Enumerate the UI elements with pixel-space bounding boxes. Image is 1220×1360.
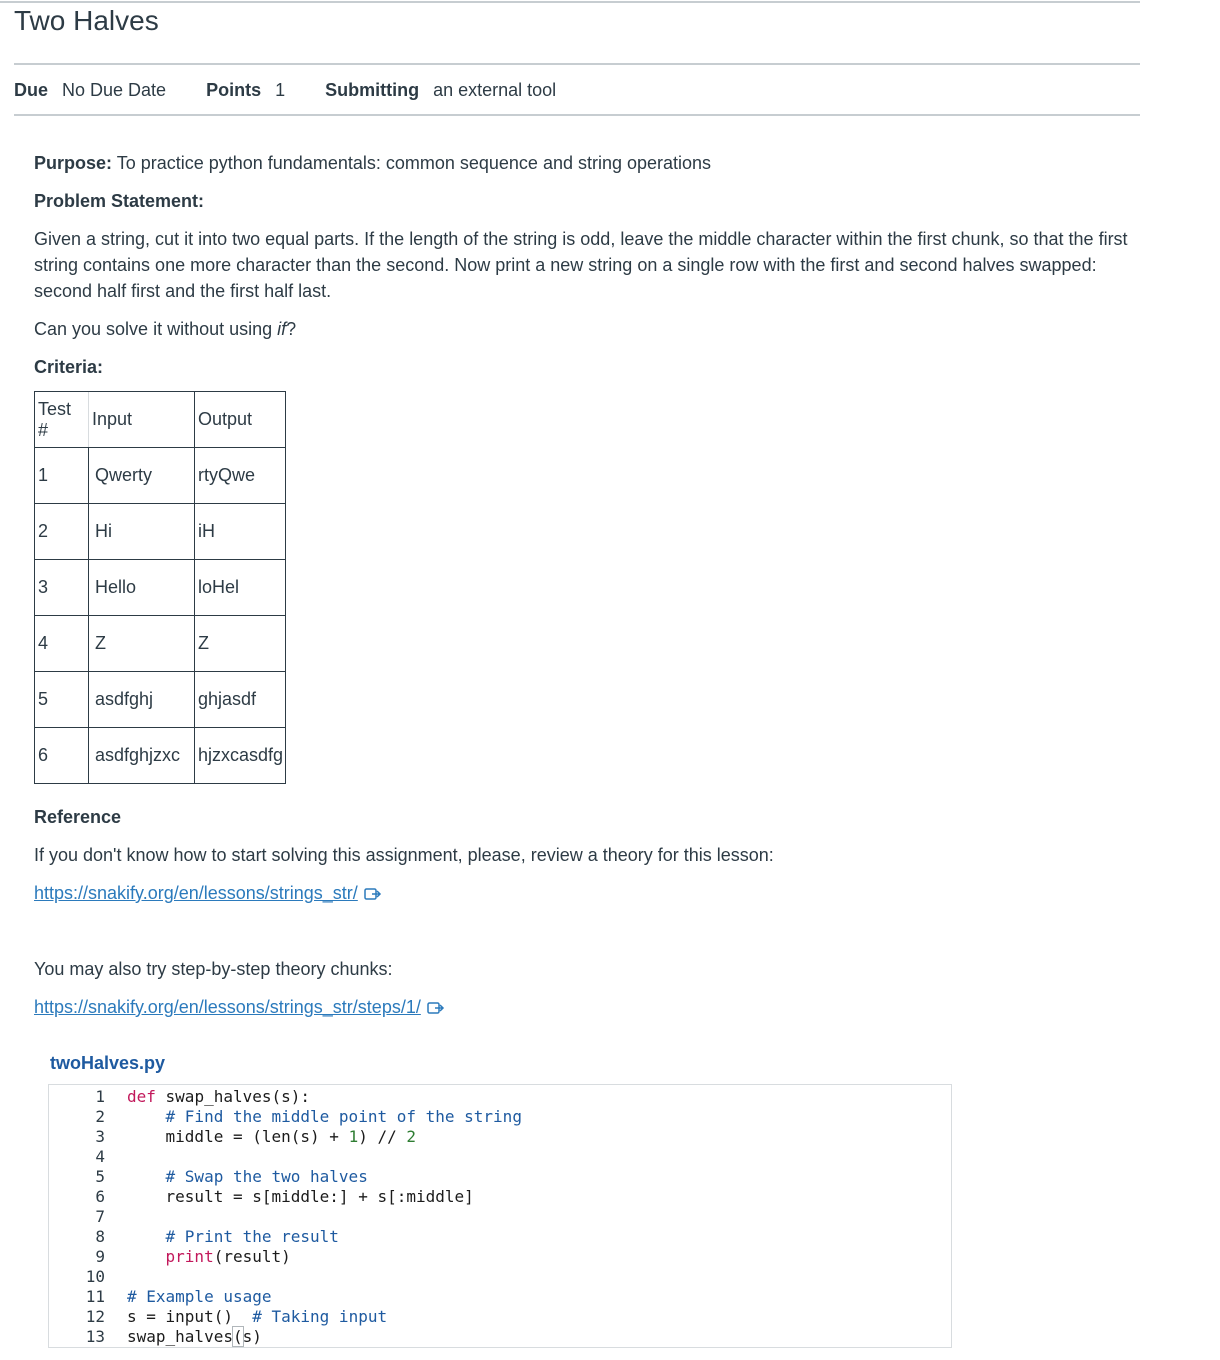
title-divider bbox=[14, 63, 1140, 65]
question-text bbox=[34, 316, 1129, 342]
submitting-value: an external tool bbox=[433, 80, 557, 100]
line-number: 9 bbox=[95, 1247, 105, 1266]
code-line bbox=[127, 1187, 522, 1207]
comment-token: # Taking input bbox=[252, 1307, 388, 1326]
external-link-icon bbox=[364, 887, 382, 901]
assignment-details bbox=[14, 78, 556, 102]
page-title: Two Halves bbox=[14, 5, 159, 36]
table-cell: asdfghj bbox=[89, 672, 195, 728]
table-cell: 6 bbox=[35, 728, 89, 784]
problem-text: Given a string, cut it into two equal parts. If the length of the string is odd, leave the middle character within the first chunk, so that the first string contains one more character than the second. Now print a new string on a single row with the first and second halves swapped: second half first and the first half last. bbox=[34, 229, 1128, 301]
line-number: 3 bbox=[95, 1127, 105, 1146]
table-row bbox=[35, 504, 286, 560]
points-label: Points bbox=[206, 80, 262, 100]
code-token: swap_halves bbox=[127, 1327, 233, 1346]
code-line bbox=[127, 1087, 522, 1107]
due-label: Due bbox=[14, 80, 49, 100]
submitting-group bbox=[325, 78, 556, 102]
purpose-label: Purpose: bbox=[34, 153, 113, 173]
code-file-name: twoHalves.py bbox=[50, 1053, 166, 1073]
line-number: 4 bbox=[95, 1147, 105, 1166]
code-content bbox=[127, 1087, 522, 1347]
bracket-match: ( bbox=[232, 1327, 243, 1346]
assignment-description bbox=[34, 150, 1129, 380]
code-token: ) bbox=[252, 1327, 262, 1346]
table-cell: 4 bbox=[35, 616, 89, 672]
table-cell: Z bbox=[195, 616, 286, 672]
table-row bbox=[35, 448, 286, 504]
line-number: 7 bbox=[95, 1207, 105, 1226]
table-cell: hjzxcasdfg bbox=[195, 728, 286, 784]
table-cell: ghjasdf bbox=[195, 672, 286, 728]
table-row bbox=[35, 616, 286, 672]
line-number: 8 bbox=[95, 1227, 105, 1246]
table-row bbox=[35, 560, 286, 616]
chunks-intro: You may also try step-by-step theory chunks: bbox=[34, 959, 393, 979]
table-cell: 2 bbox=[35, 504, 89, 560]
table-header: Output bbox=[195, 392, 286, 448]
table-cell: 5 bbox=[35, 672, 89, 728]
table-cell: Z bbox=[89, 616, 195, 672]
number-token: 2 bbox=[406, 1127, 417, 1146]
code-line bbox=[127, 1147, 522, 1167]
steps-link[interactable]: https://snakify.org/en/lessons/strings_str/steps/1/ bbox=[34, 997, 421, 1017]
top-divider bbox=[0, 1, 1140, 3]
line-number: 6 bbox=[95, 1187, 105, 1206]
comment-token: # Find the middle point of the string bbox=[127, 1107, 522, 1126]
keyword-token: def bbox=[127, 1087, 156, 1106]
external-link-icon bbox=[427, 1001, 445, 1015]
table-cell: 3 bbox=[35, 560, 89, 616]
details-divider bbox=[14, 114, 1140, 116]
line-number: 10 bbox=[85, 1267, 105, 1286]
purpose-paragraph bbox=[34, 150, 1129, 176]
table-header-row bbox=[35, 392, 286, 448]
submitting-label: Submitting bbox=[325, 80, 420, 100]
line-number: 2 bbox=[95, 1107, 105, 1126]
comment-token: # Print the result bbox=[127, 1227, 339, 1246]
table-row bbox=[35, 728, 286, 784]
code-line bbox=[127, 1267, 522, 1287]
code-token: (result) bbox=[213, 1247, 291, 1266]
keyword-token: print bbox=[165, 1247, 214, 1266]
due-value: No Due Date bbox=[62, 80, 167, 100]
criteria-heading: Criteria: bbox=[34, 357, 104, 377]
reference-heading: Reference bbox=[34, 807, 122, 827]
table-cell: Hi bbox=[89, 504, 195, 560]
code-token: s = input() bbox=[127, 1307, 253, 1326]
code-line bbox=[127, 1167, 522, 1187]
line-number: 11 bbox=[85, 1287, 105, 1306]
line-number: 13 bbox=[85, 1327, 105, 1346]
reference-section bbox=[34, 804, 1129, 1020]
due-group bbox=[14, 78, 166, 102]
table-cell: loHel bbox=[195, 560, 286, 616]
reference-link2-line bbox=[34, 994, 1129, 1020]
question-keyword: if bbox=[277, 319, 287, 339]
code-token: middle = (len(s) + bbox=[127, 1127, 349, 1146]
code-token: ) // bbox=[358, 1127, 407, 1146]
line-number: 1 bbox=[95, 1087, 105, 1106]
code-line bbox=[127, 1247, 522, 1267]
table-cell: asdfghjzxc bbox=[89, 728, 195, 784]
code-block bbox=[48, 1084, 952, 1348]
table-cell: iH bbox=[195, 504, 286, 560]
code-line bbox=[127, 1327, 522, 1347]
reference-link1-line bbox=[34, 880, 1129, 906]
code-line bbox=[127, 1287, 522, 1307]
table-cell: rtyQwe bbox=[195, 448, 286, 504]
code-token: s bbox=[242, 1327, 253, 1346]
table-header: Test # bbox=[35, 392, 89, 448]
problem-heading: Problem Statement: bbox=[34, 191, 205, 211]
criteria-table bbox=[34, 391, 286, 784]
line-number: 5 bbox=[95, 1167, 105, 1186]
lesson-link[interactable]: https://snakify.org/en/lessons/strings_str/ bbox=[34, 883, 358, 903]
points-value: 1 bbox=[275, 80, 286, 100]
number-token: 1 bbox=[348, 1127, 359, 1146]
code-line bbox=[127, 1307, 522, 1327]
code-token bbox=[127, 1247, 166, 1266]
table-row bbox=[35, 672, 286, 728]
table-header: Input bbox=[89, 392, 195, 448]
points-group bbox=[206, 78, 285, 102]
table-cell: Hello bbox=[89, 560, 195, 616]
table-cell: 1 bbox=[35, 448, 89, 504]
purpose-text: To practice python fundamentals: common sequence and string operations bbox=[116, 153, 712, 173]
reference-intro: If you don't know how to start solving this assignment, please, review a theory for this lesson: bbox=[34, 845, 774, 865]
code-line bbox=[127, 1107, 522, 1127]
code-line bbox=[127, 1227, 522, 1247]
table-cell: Qwerty bbox=[89, 448, 195, 504]
code-line bbox=[127, 1127, 522, 1147]
line-number-gutter bbox=[49, 1087, 105, 1347]
comment-token: # Swap the two halves bbox=[127, 1167, 368, 1186]
code-line bbox=[127, 1207, 522, 1227]
code-token: swap_halves(s): bbox=[155, 1087, 311, 1106]
question-prefix: Can you solve it without using bbox=[34, 319, 278, 339]
question-suffix: ? bbox=[286, 319, 297, 339]
comment-token: # Example usage bbox=[127, 1287, 272, 1306]
line-number: 12 bbox=[85, 1307, 105, 1326]
code-token: result = s[middle:] + s[:middle] bbox=[127, 1187, 474, 1206]
